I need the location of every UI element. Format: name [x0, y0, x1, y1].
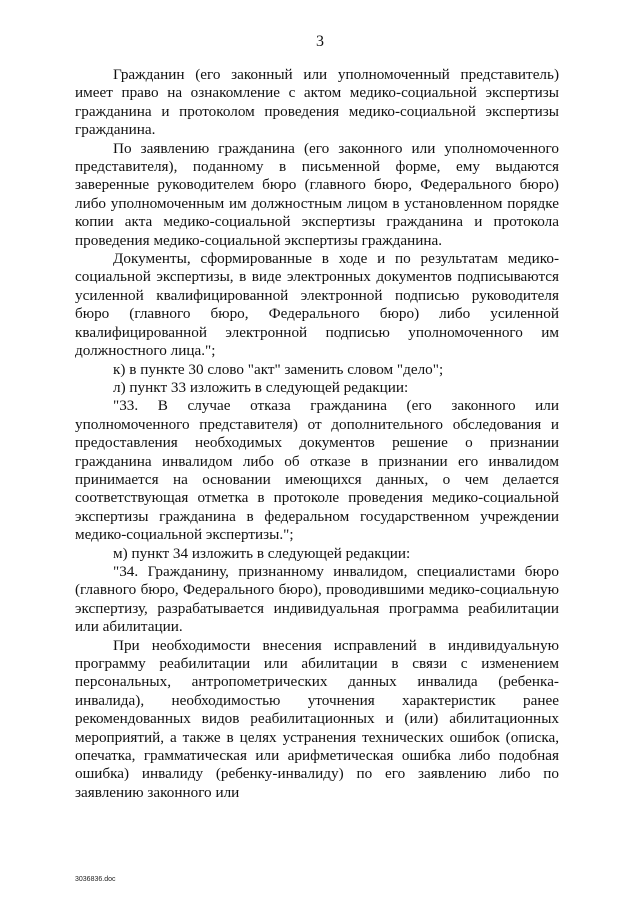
paragraph-right-to-review: Гражданин (его законный или уполномоченный представитель) имеет право на ознакомление с актом медико-социальной экспертизы гражданина и протоколом проведения медико-социальной экспертизы гражданина.	[75, 66, 559, 139]
page-number: 3	[316, 33, 324, 50]
paragraph-clause-34: "34. Гражданину, признанному инвалидом, специалистами бюро (главного бюро, Федерального бюро), проводившими медико-социальную экспертизу, разрабатывается индивидуальная программа реабилитации или абилитации.	[75, 562, 559, 636]
paragraph-electronic-signature: Документы, сформированные в ходе и по результатам медико-социальной экспертизы, в виде электронных документов подписываются усиленной квалифицированной электронной подписью руководителя бюро (главного бюро, Федерального бюро) либо усиленной квалифицированной электронной подписью уполномоченного им должностного лица.";	[75, 250, 559, 360]
paragraph-copies-issuance: По заявлению гражданина (его законного или уполномоченного представителя), поданному в письменной форме, ему выдаются заверенные руководителем бюро (главного бюро, Федерального бюро) либо уполномоченным им должностным лицом в установленном порядке копии акта медико-социальной экспертизы гражданина и протокола проведения медико-социальной экспертизы гражданина.	[75, 139, 559, 249]
paragraph-item-k: к) в пункте 30 слово "акт" заменить словом "дело";	[113, 360, 444, 378]
paragraph-item-m: м) пункт 34 изложить в следующей редакции:	[113, 544, 411, 562]
document-body	[75, 66, 559, 802]
footer-file-code: 3036836.doc	[75, 876, 116, 883]
paragraph-corrections: При необходимости внесения исправлений в индивидуальную программу реабилитации или абилитации в связи с изменением персональных, антропометрических данных инвалида (ребенка-инвалида), необходимостью уточнения характеристик ранее рекомендованных видов реабилитационных и (или) абилитационных мероприятий, а также в целях устранения технических ошибок (описка, опечатка, грамматическая или арифметическая ошибка либо подобная ошибка) инвалиду (ребенку-инвалиду) по его заявлению либо по заявлению законного или	[75, 636, 559, 801]
paragraph-item-l: л) пункт 33 изложить в следующей редакции:	[113, 378, 409, 396]
paragraph-clause-33: "33. В случае отказа гражданина (его законного или уполномоченного представителя) от дополнительного обследования и предоставления необходимых документов решение о признании гражданина инвалидом либо об отказе в признании его инвалидом принимается на основании имеющихся данных, о чем делается соответствующая отметка в протоколе проведения медико-социальной экспертизы гражданина в федеральном государственном учреждении медико-социальной экспертизы.";	[75, 397, 559, 544]
